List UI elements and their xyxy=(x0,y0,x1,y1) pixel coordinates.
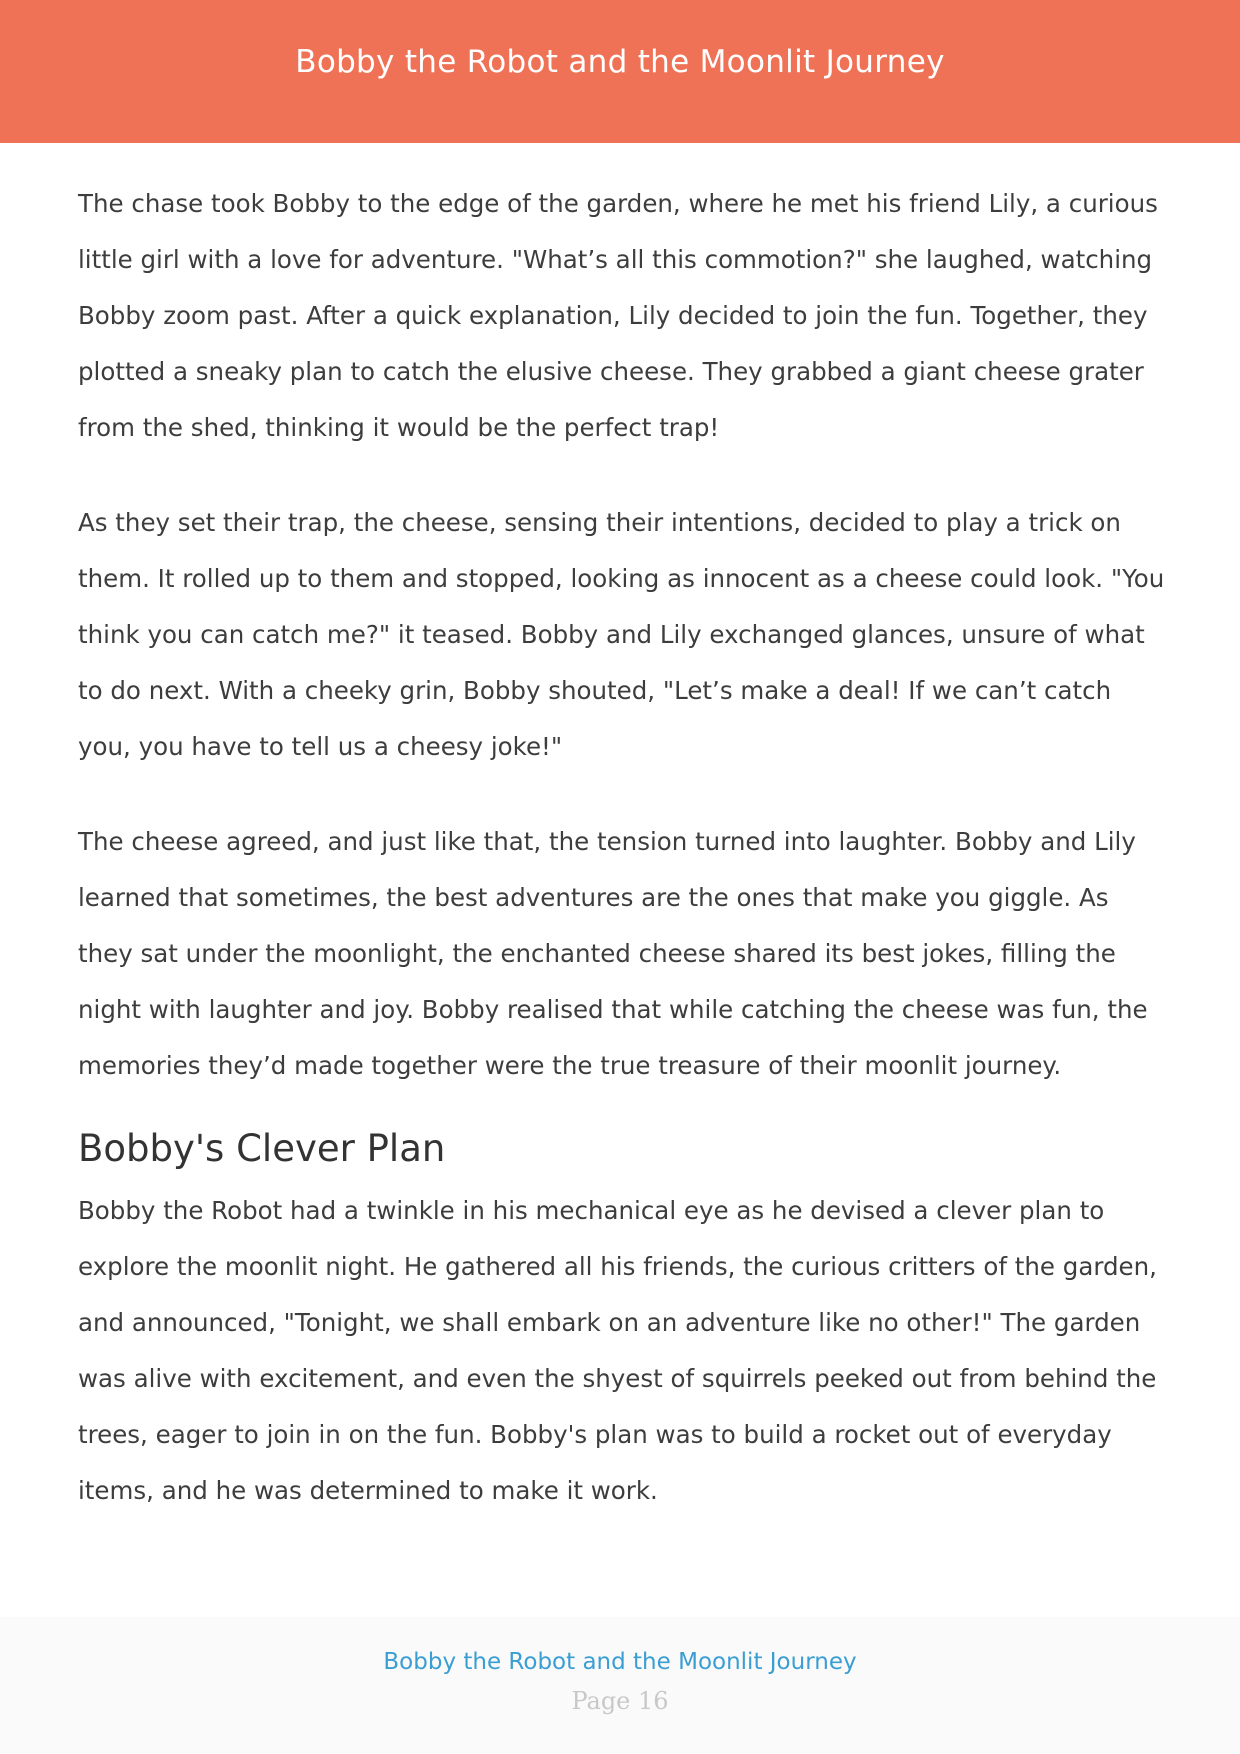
story-paragraph-2: As they set their trap, the cheese, sensing their intentions, decided to play a trick on them. It rolled up to them and stopped, looking as innocent as a cheese could look. "You think you can catch me?" it teased. Bobby and Lily exchanged glances, unsure of what to do next. With a cheeky grin, Bobby shouted, "Let’s make a deal! If we can’t catch you, you have to tell us a cheesy joke!" xyxy=(78,508,1165,761)
story-paragraph-3: The cheese agreed, and just like that, the tension turned into laughter. Bobby and Lily learned that sometimes, the best adventures are the ones that make you giggle. As they sat under the moonlight, the enchanted cheese shared its best jokes, filling the night with laughter and joy. Bobby realised that while catching the cheese was fun, the memories they’d made together were the true treasure of their moonlit journey. xyxy=(78,827,1148,1080)
header-title: Bobby the Robot and the Moonlit Journey xyxy=(295,43,945,80)
page-content xyxy=(78,176,1168,1558)
section-paragraph: Bobby the Robot had a twinkle in his mechanical eye as he devised a clever plan to explore the moonlit night. He gathered all his friends, the curious critters of the garden, and announced, "Tonight, we shall embark on an adventure like no other!" The garden was alive with excitement, and even the shyest of squirrels peeked out from behind the trees, eager to join in on the fun. Bobby's plan was to build a rocket out of everyday items, and he was determined to make it work. xyxy=(78,1196,1157,1505)
page-number: Page 16 xyxy=(571,1687,669,1715)
page-header xyxy=(0,0,1240,143)
section-heading: Bobby's Clever Plan xyxy=(78,1127,446,1170)
story-paragraph-1: The chase took Bobby to the edge of the garden, where he met his friend Lily, a curious little girl with a love for adventure. "What’s all this commotion?" she laughed, watching Bobby zoom past. After a quick explanation, Lily decided to join the fun. Together, they plotted a sneaky plan to catch the elusive cheese. They grabbed a giant cheese grater from the shed, thinking it would be the perfect trap! xyxy=(78,189,1158,442)
page-footer xyxy=(0,1617,1240,1754)
footer-title: Bobby the Robot and the Moonlit Journey xyxy=(383,1649,857,1675)
